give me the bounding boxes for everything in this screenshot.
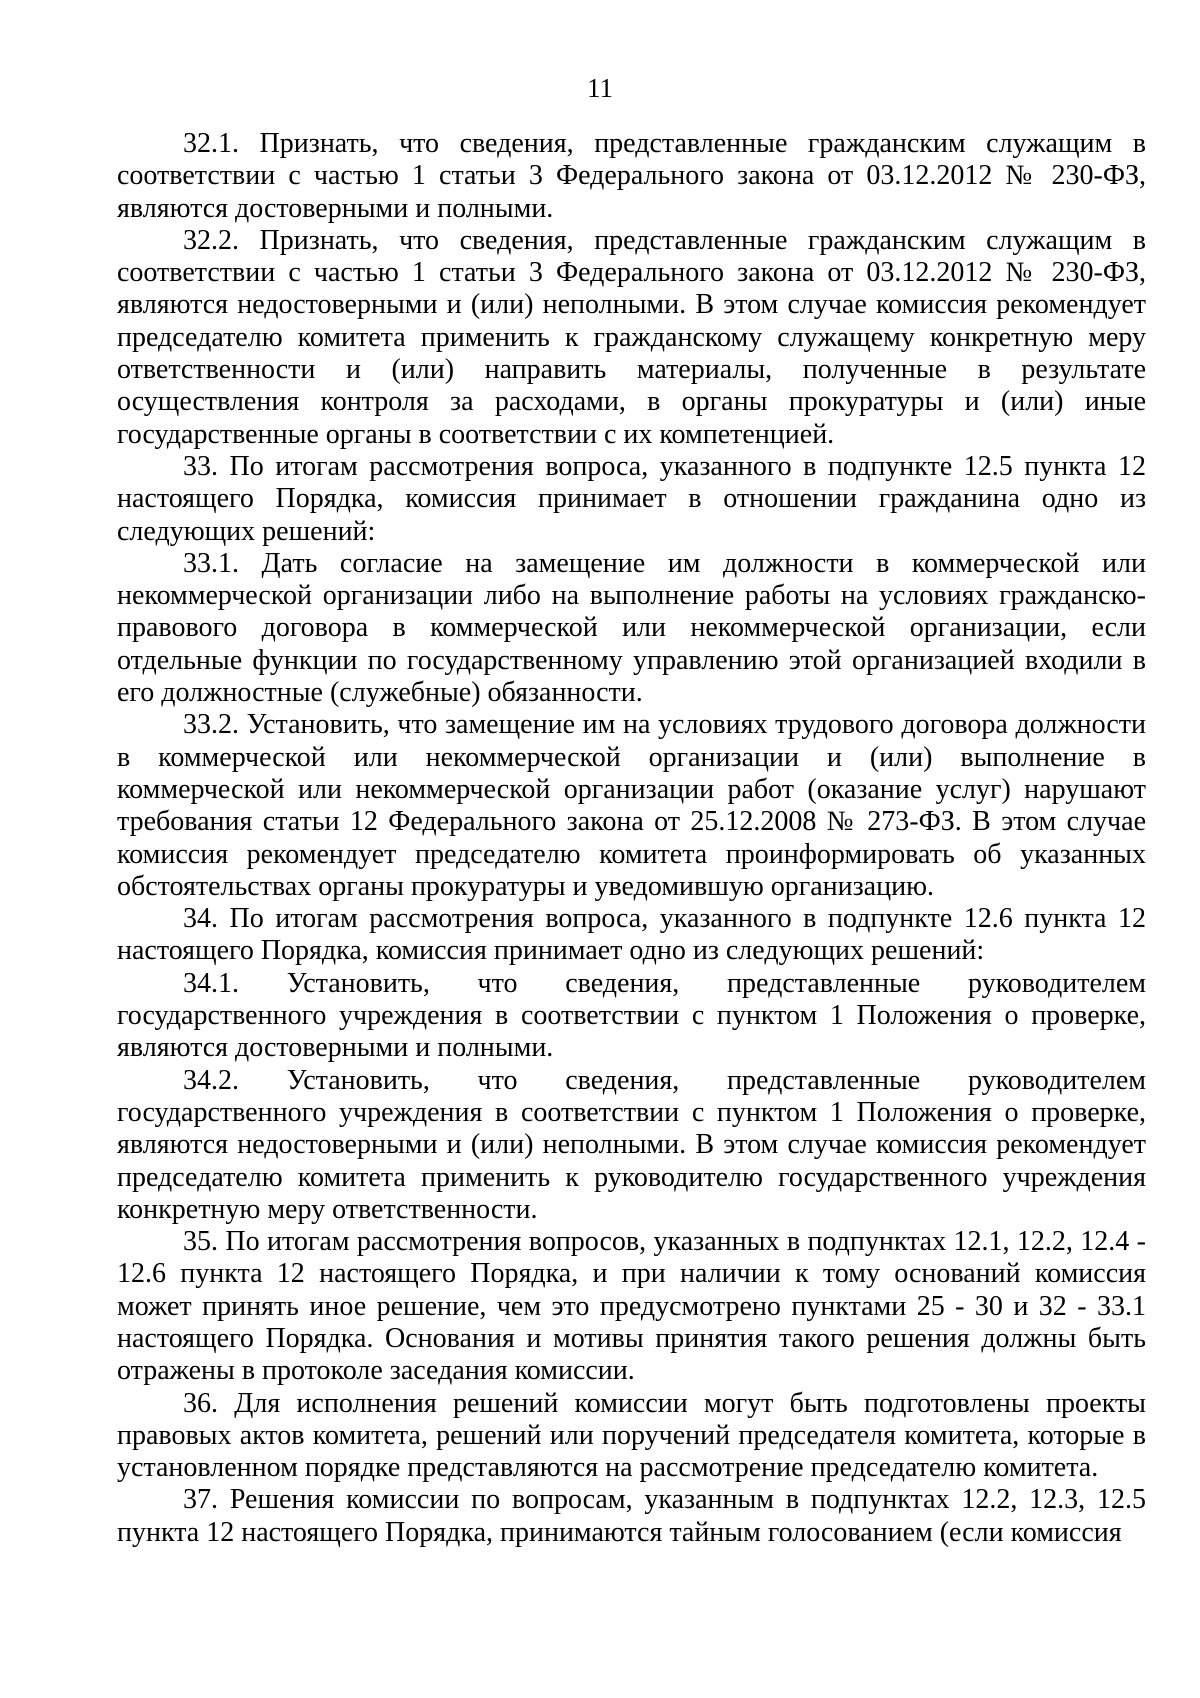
paragraph-33-1: 33.1. Дать согласие на замещение им должности в коммерческой или некоммерческой организации либо на выполнение работы на условиях гражданско-правового договора в коммерческой или некоммерческой организации, если отдельные функции по государственному управлению этой организацией входили в его должностные (служебные) обязанности. (117, 547, 1146, 709)
paragraph-34: 34. По итогам рассмотрения вопроса, указанного в подпункте 12.6 пункта 12 настоящего Порядка, комиссия принимает одно из следующих решений: (117, 903, 1146, 967)
paragraph-34-1: 34.1. Установить, что сведения, представленные руководителем государственного учреждения в соответствии с пунктом 1 Положения о проверке, являются достоверными и полными. (117, 967, 1146, 1064)
paragraph-33-2: 33.2. Установить, что замещение им на условиях трудового договора должности в коммерческой или некоммерческой организации и (или) выполнение в коммерческой или некоммерческой организации работ (оказание услуг) нарушают требования статьи 12 Федерального закона от 25.12.2008 № 273-ФЗ. В этом случае комиссия рекомендует председателю комитета проинформировать об указанных обстоятельствах органы прокуратуры и уведомившую организацию. (117, 709, 1146, 902)
paragraph-37: 37. Решения комиссии по вопросам, указанным в подпунктах 12.2, 12.3, 12.5 пункта 12 настоящего Порядка, принимаются тайным голосованием (если комиссия (117, 1484, 1146, 1548)
paragraph-36: 36. Для исполнения решений комиссии могут быть подготовлены проекты правовых актов комитета, решений или поручений председателя комитета, которые в установленном порядке представляются на рассмотрение председателю комитета. (117, 1387, 1146, 1484)
paragraph-33: 33. По итогам рассмотрения вопроса, указанного в подпункте 12.5 пункта 12 настоящего Порядка, комиссия принимает в отношении гражданина одно из следующих решений: (117, 450, 1146, 547)
paragraph-32-1: 32.1. Признать, что сведения, представленные гражданским служащим в соответствии с частью 1 статьи 3 Федерального закона от 03.12.2012 № 230-ФЗ, являются достоверными и полными. (117, 128, 1146, 224)
page-number: 11 (587, 73, 613, 103)
paragraph-34-2: 34.2. Установить, что сведения, представленные руководителем государственного учреждения в соответствии с пунктом 1 Положения о проверке, являются недостоверными и (или) неполными. В этом случае комиссия рекомендует председателю комитета применить к руководителю государственного учреждения конкретную меру ответственности. (117, 1064, 1146, 1225)
paragraph-35: 35. По итогам рассмотрения вопросов, указанных в подпунктах 12.1, 12.2, 12.4 - 12.6 пункта 12 настоящего Порядка, и при наличии к тому оснований комиссия может принять иное решение, чем это предусмотрено пунктами 25 - 30 и 32 - 33.1 настоящего Порядка. Основания и мотивы принятия такого решения должны быть отражены в протоколе заседания комиссии. (117, 1226, 1146, 1387)
paragraph-32-2: 32.2. Признать, что сведения, представленные гражданским служащим в соответствии с частью 1 статьи 3 Федерального закона от 03.12.2012 № 230-ФЗ, являются недостоверными и (или) неполными. В этом случае комиссия рекомендует председателю комитета применить к гражданскому служащему конкретную меру ответственности и (или) направить материалы, полученные в результате осуществления контроля за расходами, в органы прокуратуры и (или) иные государственные органы в соответствии с их компетенцией. (117, 224, 1146, 450)
document-body (117, 128, 1146, 1549)
